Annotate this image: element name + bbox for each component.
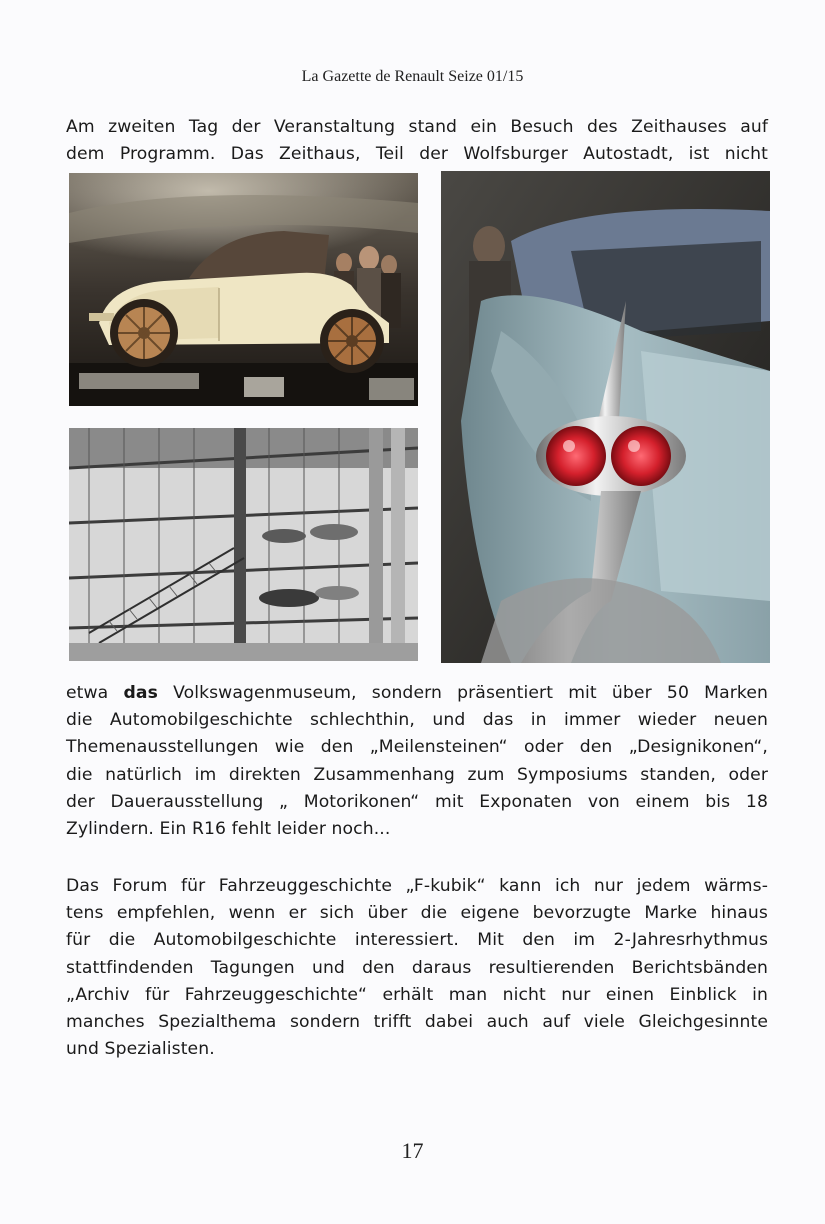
paragraph-line: für die Automobilgeschichte interessiert. Mit den im 2-Jahresrhythmus [66,930,768,951]
zeithaus-interior-illustration [69,428,418,661]
vintage-car-illustration [69,173,418,406]
paragraph-line: Themenausstellungen wie den „Meilensteinen“ oder den „Designikonen“, [66,737,768,758]
paragraph-line: „Archiv für Fahrzeuggeschichte“ erhält man nicht nur einen Einblick in [66,984,768,1005]
paragraph-line: stattfindenden Tagungen und den daraus resultierenden Berichtsbänden [66,957,768,978]
paragraph-line: Am zweiten Tag der Veranstaltung stand ein Besuch des Zeithauses auf [66,117,768,137]
paragraph-line: manches Spezialthema sondern trifft dabei auch auf viele Gleichgesinnte [66,1012,768,1033]
photo-tailfin [441,171,770,663]
paragraph-middle [66,680,768,843]
paragraph-line: tens empfehlen, wenn er sich über die eigene bevorzugte Marke hinaus [66,903,768,924]
paragraph-line [66,680,768,707]
line-suffix: Volkswagenmuseum, sondern präsentiert mit über 50 Marken [157,683,768,703]
paragraph-line: Zylindern. Ein R16 fehlt leider noch... [66,819,391,840]
paragraph-bottom [66,873,768,1063]
paragraph-line: Das Forum für Fahrzeuggeschichte „F-kubik“ kann ich nur jedem wärms- [66,876,768,896]
photo-vintage-car [69,173,418,406]
tailfin-illustration [441,171,770,663]
paragraph-top [66,114,768,168]
page-number: 17 [401,1138,424,1163]
paragraph-line: dem Programm. Das Zeithaus, Teil der Wolfsburger Autostadt, ist nicht [66,144,768,165]
photo-zeithaus-interior [69,428,418,661]
bold-word: das [123,683,158,703]
header-title: La Gazette de Renault Seize 01/15 [301,68,524,85]
paragraph-line: der Dauerausstellung „ Motorikonen“ mit Exponaten von einem bis 18 [66,791,768,812]
paragraph-line: und Spezialisten. [66,1039,215,1060]
line-prefix: etwa [66,683,124,703]
paragraph-line: die natürlich im direkten Zusammenhang zum Symposiums standen, oder [66,764,768,785]
paragraph-line: die Automobilgeschichte schlechthin, und das in immer wieder neuen [66,710,768,731]
